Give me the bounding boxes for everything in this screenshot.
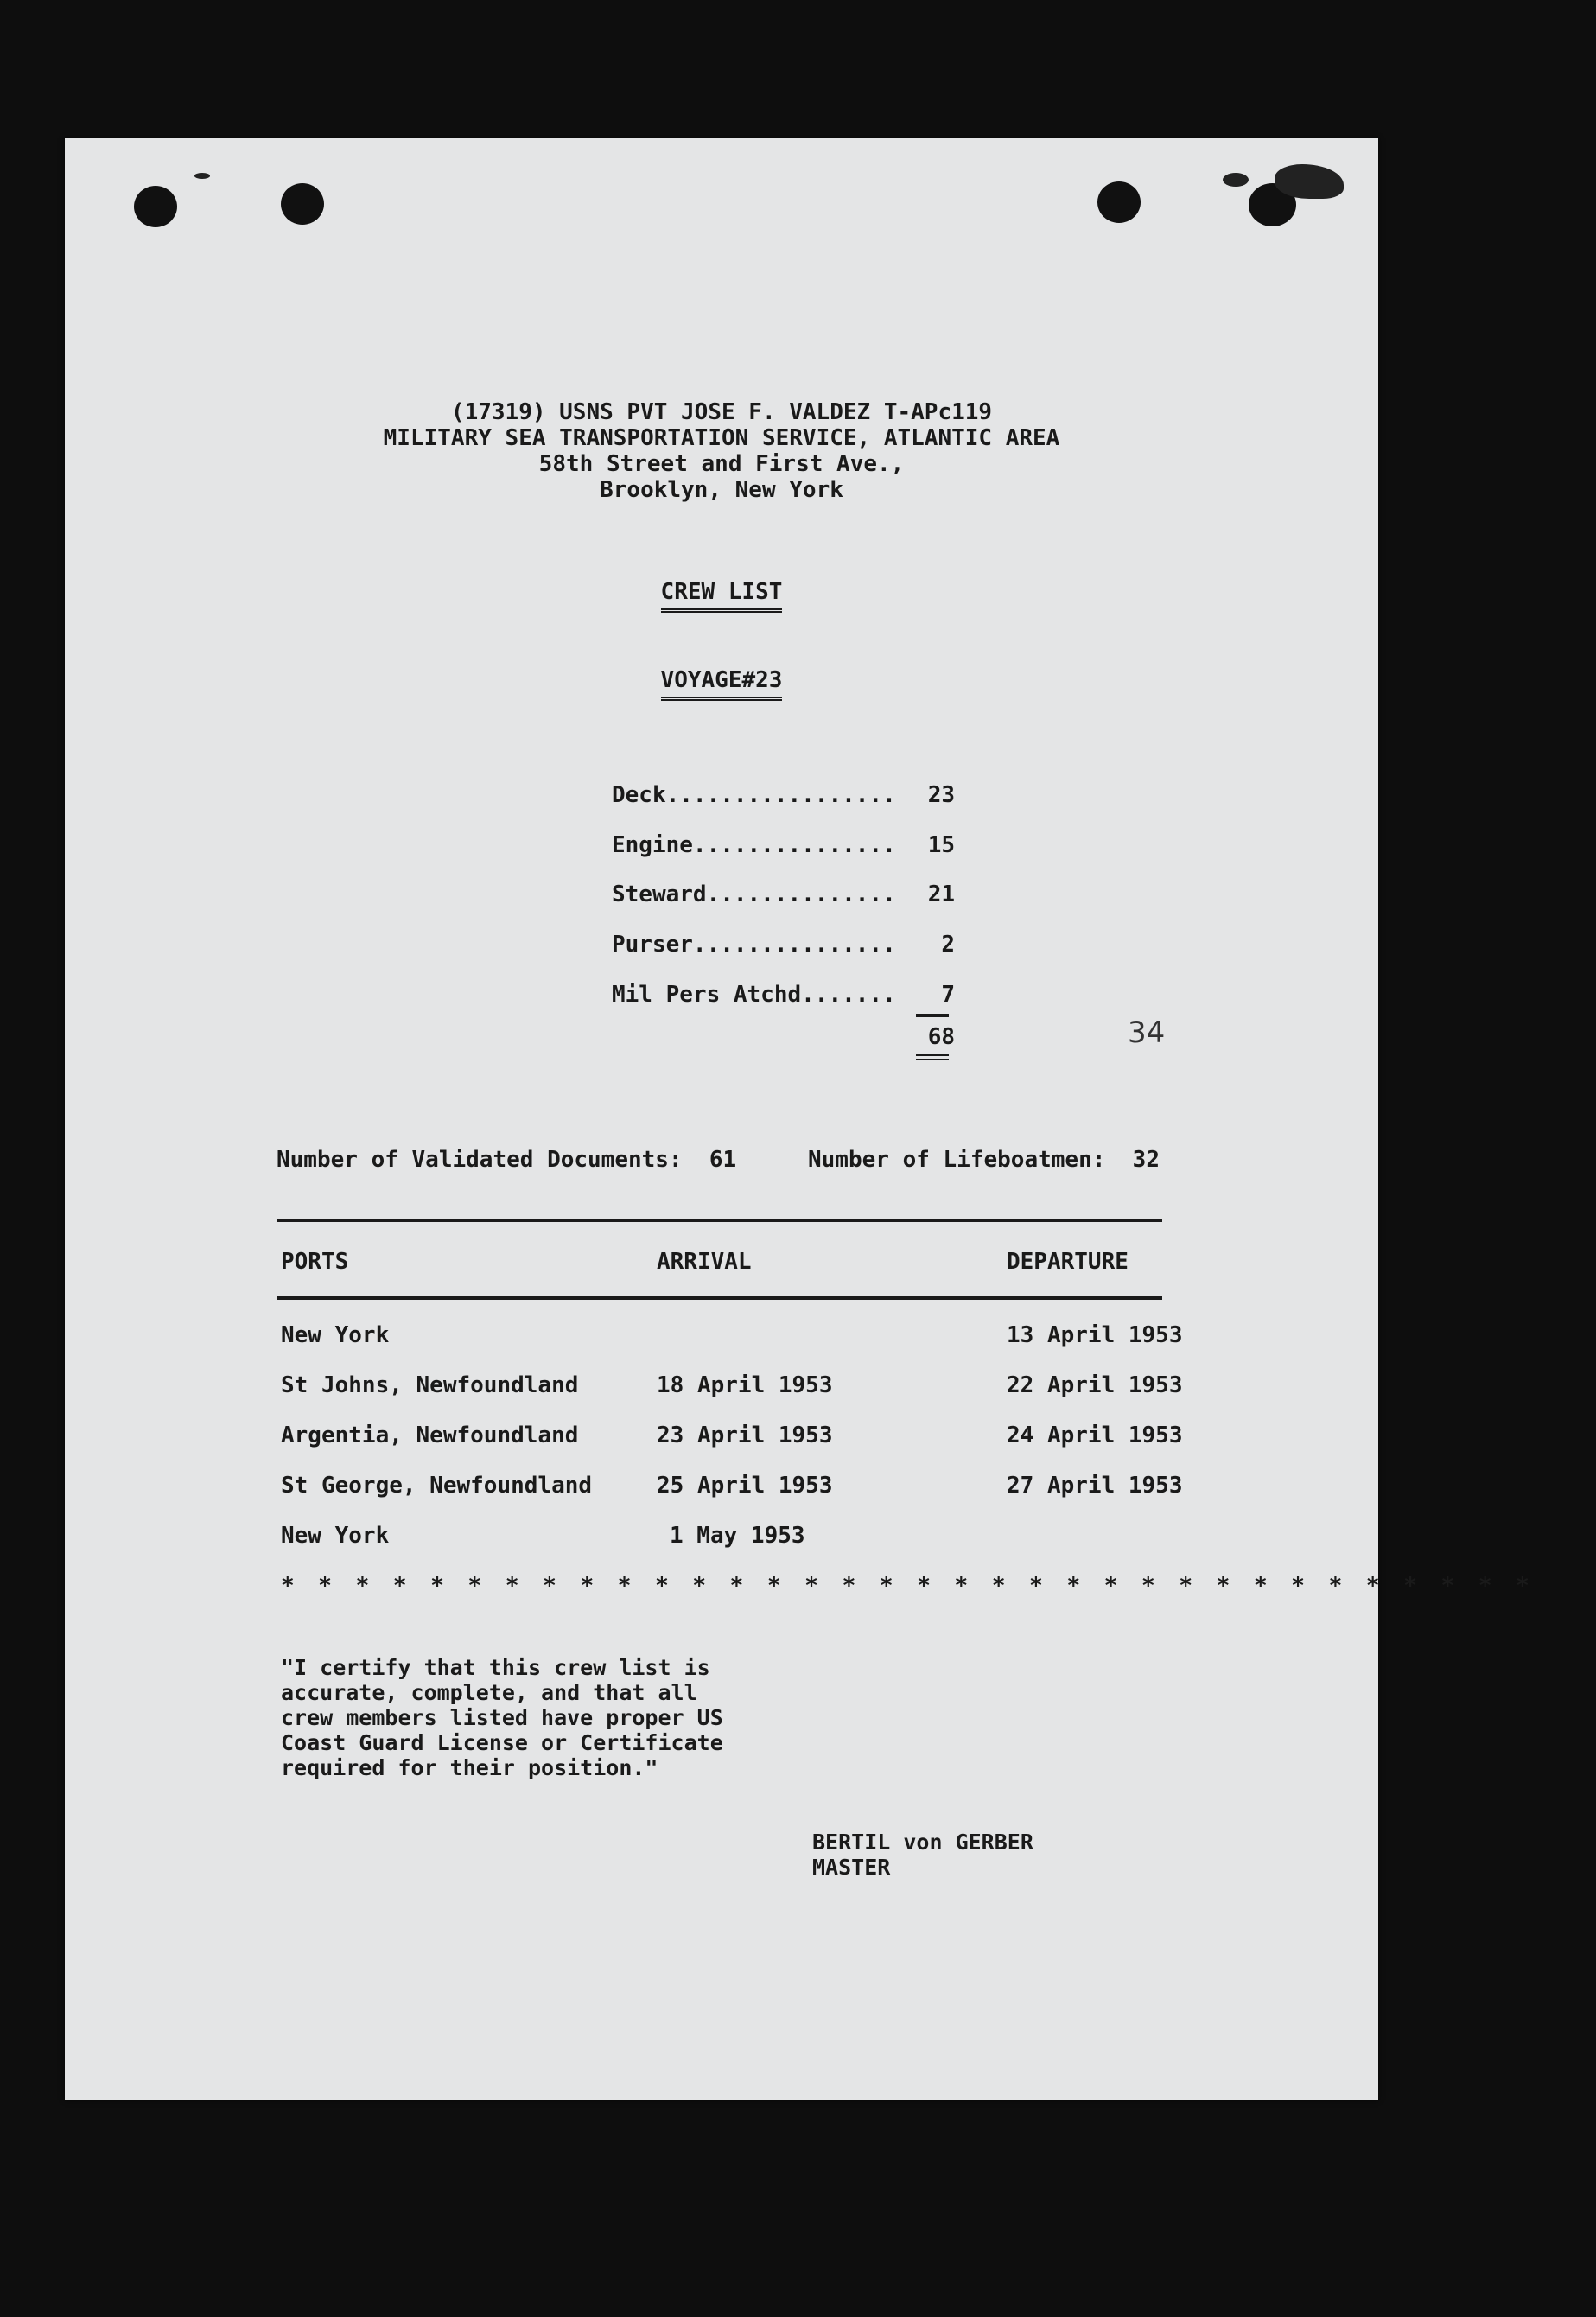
lifeboatmen-count: Number of Lifeboatmen: 32: [808, 1147, 1160, 1173]
asterisk-separator: * * * * * * * * * * * * * * * * * * * * * * * * * * * * * * * * * *: [281, 1573, 1535, 1599]
count-label-mil-pers: Mil Pers Atchd.......: [612, 982, 896, 1008]
master-name: BERTIL von GERBER: [812, 1830, 1033, 1855]
total-double-underline: [916, 1054, 949, 1060]
certification-line: required for their position.": [281, 1755, 658, 1780]
validated-documents: Number of Validated Documents: 61: [277, 1147, 737, 1173]
table-top-rule: [277, 1219, 1162, 1222]
header-departure: DEPARTURE: [1007, 1249, 1129, 1275]
count-value-engine: 15: [927, 832, 955, 858]
arrival-date: 25 April 1953: [657, 1473, 833, 1499]
ink-speck: [1223, 173, 1249, 187]
port-name: Argentia, Newfoundland: [281, 1423, 579, 1448]
city-address: Brooklyn, New York: [600, 477, 843, 503]
departure-date: 24 April 1953: [1007, 1423, 1183, 1448]
punch-hole: [1097, 181, 1141, 223]
ink-speck: [1275, 164, 1344, 199]
ink-speck: [194, 173, 210, 179]
arrival-date: 1 May 1953: [670, 1523, 805, 1549]
punch-hole: [134, 186, 177, 227]
certification-line: Coast Guard License or Certificate: [281, 1730, 723, 1755]
port-name: St Johns, Newfoundland: [281, 1372, 579, 1398]
count-label-purser: Purser...............: [612, 932, 896, 958]
voyage-title: [65, 667, 1378, 701]
certification-line: "I certify that this crew list is: [281, 1655, 710, 1680]
departure-date: 27 April 1953: [1007, 1473, 1183, 1499]
ship-name: (17319) USNS PVT JOSE F. VALDEZ T-APc119: [450, 399, 993, 425]
count-value-deck: 23: [927, 782, 955, 808]
organization: MILITARY SEA TRANSPORTATION SERVICE, ATLANTIC AREA: [383, 425, 1060, 451]
crew-list-title-text: CREW LIST: [661, 579, 783, 613]
crew-list-title: [65, 579, 1378, 613]
count-label-engine: Engine...............: [612, 832, 896, 858]
table-header-rule: [277, 1296, 1162, 1300]
port-name: St George, Newfoundland: [281, 1473, 593, 1499]
master-title: MASTER: [812, 1855, 891, 1880]
total-value: 68: [927, 1024, 955, 1050]
count-label-steward: Steward..............: [612, 882, 896, 907]
count-label-deck: Deck.................: [612, 782, 896, 808]
departure-date: 13 April 1953: [1007, 1322, 1183, 1348]
arrival-date: 18 April 1953: [657, 1372, 833, 1398]
port-name: New York: [281, 1523, 390, 1549]
departure-date: 22 April 1953: [1007, 1372, 1183, 1398]
port-name: New York: [281, 1322, 390, 1348]
punch-hole: [281, 183, 324, 225]
count-value-mil-pers: 7: [941, 982, 955, 1008]
handwritten-page-number: 34: [1128, 1015, 1166, 1050]
street-address: 58th Street and First Ave.,: [538, 451, 905, 477]
total-underline: [916, 1014, 949, 1017]
certification-line: crew members listed have proper US: [281, 1705, 723, 1730]
header-ports: PORTS: [281, 1249, 349, 1275]
header-arrival: ARRIVAL: [657, 1249, 752, 1275]
count-value-steward: 21: [927, 882, 955, 907]
document-page: [65, 138, 1535, 2100]
arrival-date: 23 April 1953: [657, 1423, 833, 1448]
count-value-purser: 2: [941, 932, 955, 958]
voyage-title-text: VOYAGE#23: [661, 667, 783, 701]
certification-line: accurate, complete, and that all: [281, 1680, 697, 1705]
